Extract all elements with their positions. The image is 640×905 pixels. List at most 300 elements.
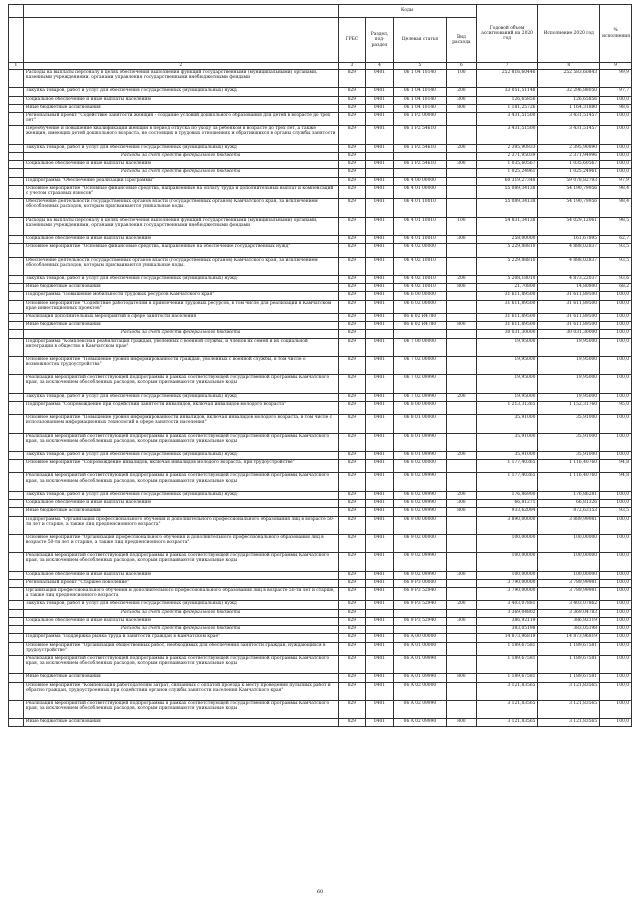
section-code: 0401 bbox=[366, 113, 394, 126]
item-name: Обеспечение деятельности государственных органов власти (государственных органов) Камчатского края, за исключением обособленных расходов, которым присваиваются уникальные коды. bbox=[23, 199, 338, 217]
expense-type-code bbox=[447, 655, 477, 673]
target-article-code: 06 1 P2 54610 bbox=[393, 126, 446, 144]
item-name: Иные бюджетные ассигнования bbox=[23, 508, 338, 516]
expense-type-code: 200 bbox=[447, 601, 477, 609]
item-name: Подпрограмма "Поддержка рынка труда и занятости граждан в Камчатском крае" bbox=[23, 634, 338, 642]
section-code: 0401 bbox=[366, 300, 394, 313]
execution-percent: 100,0 bbox=[600, 534, 632, 552]
header-codes: Коды bbox=[338, 5, 476, 18]
expense-type-code: 300 bbox=[447, 571, 477, 579]
item-name: Реализация мероприятий соответствующей подпрограммы в рамках соответствующей государственной программы Камчатского края, за исключением обособленных расходов, которым присваиваются уникальные коды bbox=[23, 433, 338, 451]
execution-percent: 100,0 bbox=[600, 313, 632, 321]
target-article-code: 06 8 02 09990 bbox=[393, 500, 446, 508]
row-marker-cell bbox=[9, 642, 24, 655]
section-code: 0401 bbox=[366, 161, 394, 169]
item-name: Расходы за счет средств федерального бюджета bbox=[23, 152, 338, 160]
execution-amount: 1 189,67581 bbox=[538, 674, 600, 682]
row-marker-cell bbox=[9, 508, 24, 516]
annual-volume: 100,00000 bbox=[476, 534, 538, 552]
execution-percent: 100,0 bbox=[600, 682, 632, 700]
grbs-code: 829 bbox=[338, 601, 366, 609]
table-row bbox=[9, 70, 632, 88]
target-article-code: 06 A 02 09990 bbox=[393, 700, 446, 718]
execution-percent: 100,0 bbox=[600, 500, 632, 508]
grbs-code: 829 bbox=[338, 415, 366, 433]
section-code: 0401 bbox=[366, 655, 394, 673]
execution-percent: 68,2 bbox=[600, 284, 632, 292]
target-article-code: 06 6 02 00000 bbox=[393, 300, 446, 313]
expense-type-code: 300 bbox=[447, 96, 477, 104]
row-marker-cell bbox=[9, 144, 24, 152]
execution-amount: 1 189,67581 bbox=[538, 655, 600, 673]
section-code: 0401 bbox=[366, 516, 394, 534]
column-number: 2 bbox=[23, 63, 338, 70]
section-code bbox=[366, 330, 394, 338]
item-name: Расходы за счет средств федерального бюджета bbox=[23, 626, 338, 634]
table-row bbox=[9, 96, 632, 104]
execution-amount: 19,95000 bbox=[538, 338, 600, 356]
row-marker-cell bbox=[9, 300, 24, 313]
expense-type-code bbox=[447, 433, 477, 451]
execution-percent: 100,0 bbox=[600, 719, 632, 727]
expense-type-code: 100 bbox=[447, 217, 477, 235]
table-row bbox=[9, 500, 632, 508]
execution-percent: 100,0 bbox=[600, 655, 632, 673]
header-blank-cell bbox=[23, 18, 338, 63]
table-row bbox=[9, 682, 632, 700]
row-marker-cell bbox=[9, 177, 24, 185]
table-row bbox=[9, 433, 632, 451]
execution-amount: 31 611,89500 bbox=[538, 313, 600, 321]
table-row bbox=[9, 185, 632, 198]
target-article-code: 06 7 02 09990 bbox=[393, 375, 446, 393]
expense-type-code bbox=[447, 460, 477, 473]
execution-percent: 100,0 bbox=[600, 642, 632, 655]
item-name: Реализация мероприятий соответствующей подпрограммы в рамках соответствующей государственной программы Камчатского края, за исключением обособленных расходов, которым присваиваются уникальные коды bbox=[23, 375, 338, 393]
execution-amount: 66,81326 bbox=[538, 500, 600, 508]
row-marker-cell bbox=[9, 719, 24, 727]
execution-amount: 383,05198 bbox=[538, 626, 600, 634]
annual-volume: 30 031,30000 bbox=[476, 330, 538, 338]
expense-type-code bbox=[447, 473, 477, 491]
section-code: 0401 bbox=[366, 460, 394, 473]
execution-amount: 3 789,99981 bbox=[538, 588, 600, 601]
row-marker-cell bbox=[9, 700, 24, 718]
execution-amount: 3 121,83565 bbox=[538, 719, 600, 727]
column-number: 1 bbox=[9, 63, 24, 70]
row-marker-cell bbox=[9, 152, 24, 160]
table-row bbox=[9, 161, 632, 169]
column-number: 5 bbox=[393, 63, 446, 70]
table-row bbox=[9, 338, 632, 356]
table-row bbox=[9, 177, 632, 185]
execution-amount: 14 873,96819 bbox=[538, 634, 600, 642]
annual-volume: 19,95000 bbox=[476, 357, 538, 375]
row-marker-cell bbox=[9, 601, 24, 609]
table-row bbox=[9, 617, 632, 625]
expense-type-code bbox=[447, 152, 477, 160]
annual-volume: 54 831,34138 bbox=[476, 217, 538, 235]
table-row bbox=[9, 516, 632, 534]
table-row bbox=[9, 571, 632, 579]
item-name: Расходы за счет средств федерального бюджета bbox=[23, 169, 338, 177]
table-row bbox=[9, 719, 632, 727]
row-marker-cell bbox=[9, 473, 24, 491]
section-code: 0401 bbox=[366, 401, 394, 414]
target-article-code: 06 8 01 09990 bbox=[393, 451, 446, 459]
item-name: Закупка товаров, работ и услуг для обеспечения государственных (муниципальных) нужд bbox=[23, 491, 338, 499]
grbs-code: 829 bbox=[338, 588, 366, 601]
grbs-code: 829 bbox=[338, 401, 366, 414]
expense-type-code bbox=[447, 313, 477, 321]
section-code: 0401 bbox=[366, 70, 394, 88]
item-name: Реализация мероприятий соответствующей подпрограммы в рамках соответствующей государственной программы Камчатского края, за исключением обособленных расходов, которым присваиваются уникальные коды bbox=[23, 700, 338, 718]
target-article-code: 06 4 02 10010 bbox=[393, 275, 446, 283]
execution-percent: 100,0 bbox=[600, 322, 632, 330]
annual-volume: 19,95000 bbox=[476, 375, 538, 393]
annual-volume: 3 790,00000 bbox=[476, 588, 538, 601]
item-name: Реализация дополнительных мероприятий в сфере занятости населения bbox=[23, 313, 338, 321]
execution-amount: 54 190,79956 bbox=[538, 199, 600, 217]
annual-volume: 5 229,88810 bbox=[476, 257, 538, 275]
target-article-code: 06 7 02 09990 bbox=[393, 393, 446, 401]
item-name: Социальное обеспечение и иные выплаты населению bbox=[23, 500, 338, 508]
section-code: 0401 bbox=[366, 284, 394, 292]
execution-amount: 3 789,99981 bbox=[538, 579, 600, 587]
section-code: 0401 bbox=[366, 257, 394, 275]
target-article-code: 06 1 04 10140 bbox=[393, 96, 446, 104]
target-article-code: 06 4 01 00000 bbox=[393, 185, 446, 198]
item-name: Иные бюджетные ассигнования bbox=[23, 322, 338, 330]
section-code: 0401 bbox=[366, 433, 394, 451]
expense-type-code bbox=[447, 415, 477, 433]
grbs-code: 829 bbox=[338, 275, 366, 283]
execution-percent: 97,7 bbox=[600, 88, 632, 96]
row-marker-cell bbox=[9, 516, 24, 534]
expense-type-code bbox=[447, 401, 477, 414]
annual-volume: 100,00000 bbox=[476, 553, 538, 571]
grbs-code: 829 bbox=[338, 284, 366, 292]
execution-percent: 100,0 bbox=[600, 338, 632, 356]
table-row bbox=[9, 330, 632, 338]
annual-volume: 126,65856 bbox=[476, 96, 538, 104]
row-marker-cell bbox=[9, 70, 24, 88]
item-name: Социальное обеспечение и иные выплаты населению bbox=[23, 617, 338, 625]
target-article-code: 06 A 00 00000 bbox=[393, 634, 446, 642]
row-marker-cell bbox=[9, 235, 24, 243]
annual-volume: 1 177,40365 bbox=[476, 460, 538, 473]
execution-percent: 100,0 bbox=[600, 292, 632, 300]
row-marker-cell bbox=[9, 338, 24, 356]
execution-percent: 100,0 bbox=[600, 674, 632, 682]
item-name: Основное мероприятие "Организация общественных работ, необходимых для обеспечения занятости граждан, нуждающихся в трудоустройстве" bbox=[23, 642, 338, 655]
target-article-code: 06 4 02 10010 bbox=[393, 257, 446, 275]
item-name: Основное мероприятие "Основные финансовые средства, направленные на обеспечение государственных нужд" bbox=[23, 244, 338, 257]
execution-percent: 93,5 bbox=[600, 244, 632, 257]
target-article-code bbox=[393, 169, 446, 177]
annual-volume: 383,05198 bbox=[476, 626, 538, 634]
table-row bbox=[9, 508, 632, 516]
table-row bbox=[9, 104, 632, 112]
execution-percent: 100,0 bbox=[600, 634, 632, 642]
execution-amount: 4 888,02837 bbox=[538, 244, 600, 257]
execution-percent: 100,0 bbox=[600, 588, 632, 601]
annual-volume: 3 121,83565 bbox=[476, 719, 538, 727]
expense-type-code bbox=[447, 300, 477, 313]
row-marker-cell bbox=[9, 313, 24, 321]
table-row bbox=[9, 88, 632, 96]
grbs-code: 829 bbox=[338, 617, 366, 625]
execution-amount: 1 189,67581 bbox=[538, 642, 600, 655]
execution-amount: 54 029,12061 bbox=[538, 217, 600, 235]
grbs-code: 829 bbox=[338, 642, 366, 655]
section-code: 0401 bbox=[366, 322, 394, 330]
column-number-row bbox=[9, 63, 632, 70]
grbs-code: 829 bbox=[338, 393, 366, 401]
section-code: 0401 bbox=[366, 217, 394, 235]
item-name: Основное мероприятие "Компенсация работодателям затрат, связанных с оплатой проезда к месту проведения пульпных работ и обратно граждан, трудоустроенных при содействии органов службы занятости населения Камчатского края" bbox=[23, 682, 338, 700]
expense-type-code bbox=[447, 700, 477, 718]
row-marker-cell bbox=[9, 553, 24, 571]
grbs-code: 829 bbox=[338, 322, 366, 330]
section-code: 0401 bbox=[366, 104, 394, 112]
grbs-code: 829 bbox=[338, 292, 366, 300]
row-marker-cell bbox=[9, 415, 24, 433]
table-row bbox=[9, 460, 632, 473]
grbs-code: 829 bbox=[338, 534, 366, 552]
row-marker-cell bbox=[9, 88, 24, 96]
target-article-code: 06 9 02 09990 bbox=[393, 553, 446, 571]
annual-volume: 35,91000 bbox=[476, 433, 538, 451]
annual-volume: 55 089,34138 bbox=[476, 199, 538, 217]
item-name: Расходы на выплаты персоналу в целях обеспечения выполнения функций государственными (муниципальными) органами, казенными учреждениями, органами управления государственными внебюджетными фондами bbox=[23, 70, 338, 88]
grbs-code: 829 bbox=[338, 655, 366, 673]
execution-amount: 126,65856 bbox=[538, 96, 600, 104]
target-article-code: 06 8 02 09990 bbox=[393, 473, 446, 491]
execution-percent: 100,0 bbox=[600, 330, 632, 338]
table-row bbox=[9, 401, 632, 414]
grbs-code: 829 bbox=[338, 357, 366, 375]
annual-volume: 21,70800 bbox=[476, 284, 538, 292]
row-marker-cell bbox=[9, 674, 24, 682]
row-marker-cell bbox=[9, 244, 24, 257]
section-code: 0401 bbox=[366, 601, 394, 609]
item-name: Социальное обеспечение и иные выплаты населению bbox=[23, 571, 338, 579]
column-number: 4 bbox=[366, 63, 394, 70]
expense-type-code: 300 bbox=[447, 235, 477, 243]
row-marker-cell bbox=[9, 451, 24, 459]
table-row bbox=[9, 275, 632, 283]
table-row bbox=[9, 674, 632, 682]
expense-type-code: 300 bbox=[447, 500, 477, 508]
item-name: Иные бюджетные ассигнования bbox=[23, 719, 338, 727]
item-name: Основное мероприятие "Основные финансовые средства, направленные на оплату труда и дополнительных выплат и компенсаций с учетом страховых взносов" bbox=[23, 185, 338, 198]
row-marker-cell bbox=[9, 401, 24, 414]
expense-type-code bbox=[447, 338, 477, 356]
annual-volume: 33 051,51148 bbox=[476, 88, 538, 96]
target-article-code: 06 1 P2 54610 bbox=[393, 161, 446, 169]
execution-percent: 100,0 bbox=[600, 113, 632, 126]
execution-percent: 100,0 bbox=[600, 161, 632, 169]
grbs-code: 829 bbox=[338, 70, 366, 88]
item-name: Основное мероприятие "Повышение уровня информированности граждан, уволенных с военной службы, в том числе о возможностях трудоустройства" bbox=[23, 357, 338, 375]
column-number: 9 bbox=[600, 63, 632, 70]
execution-amount: 35,91000 bbox=[538, 415, 600, 433]
row-marker-cell bbox=[9, 682, 24, 700]
execution-percent: 100,0 bbox=[600, 617, 632, 625]
table-row bbox=[9, 473, 632, 491]
grbs-code: 829 bbox=[338, 553, 366, 571]
row-marker-cell bbox=[9, 104, 24, 112]
expense-type-code: 200 bbox=[447, 491, 477, 499]
annual-volume: 933,62094 bbox=[476, 508, 538, 516]
table-row bbox=[9, 169, 632, 177]
expense-type-code: 200 bbox=[447, 393, 477, 401]
target-article-code: 06 1 04 10140 bbox=[393, 104, 446, 112]
row-marker-cell bbox=[9, 199, 24, 217]
annual-volume: 3 890,00000 bbox=[476, 516, 538, 534]
row-marker-cell bbox=[9, 185, 24, 198]
expense-type-code: 800 bbox=[447, 284, 477, 292]
item-name: Реализация мероприятий соответствующей подпрограммы в рамках соответствующей государственной программы Камчатского края, за исключением обособленных расходов, которым присваиваются уникальные коды bbox=[23, 553, 338, 571]
item-name: Переобучение и повышение квалификации женщин в период отпуска по уходу за ребенком в возрасте до трех лет, а также женщин, имеющих детей дошкольного возраста, не состоящих в трудовых отношениях и обратившихся в органы службы занятости bbox=[23, 126, 338, 144]
section-code: 0401 bbox=[366, 553, 394, 571]
section-code bbox=[366, 609, 394, 617]
section-code: 0401 bbox=[366, 579, 394, 587]
item-name: Расходы на выплаты персоналу в целях обеспечения выполнения функций государственными (муниципальными) органами, казенными учреждениями, органами управления государственными внебюджетными фондами bbox=[23, 217, 338, 235]
expense-type-code bbox=[447, 357, 477, 375]
section-code: 0401 bbox=[366, 126, 394, 144]
target-article-code: 06 8 01 09990 bbox=[393, 433, 446, 451]
row-marker-cell bbox=[9, 96, 24, 104]
annual-volume: 31 611,89500 bbox=[476, 313, 538, 321]
grbs-code: 829 bbox=[338, 330, 366, 338]
target-article-code bbox=[393, 609, 446, 617]
item-name: Реализация мероприятий соответствующей подпрограммы в рамках соответствующей государственной программы Камчатского края, за исключением обособленных расходов, которым присваиваются уникальные коды bbox=[23, 473, 338, 491]
header-group-row bbox=[9, 5, 632, 18]
section-code: 0401 bbox=[366, 508, 394, 516]
section-code bbox=[366, 152, 394, 160]
annual-volume: 3 431,51500 bbox=[476, 113, 538, 126]
execution-percent: 100,0 bbox=[600, 415, 632, 433]
section-code: 0401 bbox=[366, 719, 394, 727]
execution-amount: 3 369,04783 bbox=[538, 609, 600, 617]
execution-amount: 1 152,31760 bbox=[538, 401, 600, 414]
table-row bbox=[9, 313, 632, 321]
execution-percent: 100,0 bbox=[600, 579, 632, 587]
grbs-code: 829 bbox=[338, 473, 366, 491]
execution-amount: 35,91000 bbox=[538, 451, 600, 459]
annual-volume: 1 181,25726 bbox=[476, 104, 538, 112]
annual-volume: 1 189,67581 bbox=[476, 642, 538, 655]
execution-amount: 3 431,51457 bbox=[538, 126, 600, 144]
row-marker-cell bbox=[9, 655, 24, 673]
item-name: Подпрограмма "Комплексная реабилитация граждан, уволенных с военной службы, и членов их семей и их социальной интеграции в общество в Камчатском крае" bbox=[23, 338, 338, 356]
target-article-code bbox=[393, 330, 446, 338]
table-row bbox=[9, 217, 632, 235]
execution-percent: 100,0 bbox=[600, 433, 632, 451]
expense-type-code bbox=[447, 244, 477, 257]
section-code: 0401 bbox=[366, 357, 394, 375]
execution-amount: 3 121,83565 bbox=[538, 682, 600, 700]
grbs-code: 829 bbox=[338, 244, 366, 257]
header-blank-cell bbox=[9, 18, 24, 63]
execution-amount: 100,00000 bbox=[538, 571, 600, 579]
annual-volume: 35,91000 bbox=[476, 415, 538, 433]
execution-percent: 100,0 bbox=[600, 152, 632, 160]
table-row bbox=[9, 113, 632, 126]
execution-amount: 35,91000 bbox=[538, 433, 600, 451]
grbs-code: 829 bbox=[338, 451, 366, 459]
execution-amount: 252 583,60843 bbox=[538, 70, 600, 88]
row-marker-cell bbox=[9, 257, 24, 275]
row-marker-cell bbox=[9, 460, 24, 473]
header-percent: % исполнения bbox=[600, 5, 632, 63]
column-number: 8 bbox=[538, 63, 600, 70]
header-execution: Исполнение 2020 год bbox=[538, 5, 600, 63]
target-article-code: 06 6 02 R4780 bbox=[393, 313, 446, 321]
row-marker-cell bbox=[9, 357, 24, 375]
execution-percent: 98,4 bbox=[600, 185, 632, 198]
annual-volume: 5 208,18010 bbox=[476, 275, 538, 283]
annual-volume: 176,86900 bbox=[476, 491, 538, 499]
header-target-article: Целевая статья bbox=[393, 18, 446, 63]
expense-type-code: 800 bbox=[447, 719, 477, 727]
item-name: Обеспечение деятельности государственных органов власти (государственных органов) Камчатского края, за исключением обособленных расходов, которым присваиваются уникальные коды. bbox=[23, 257, 338, 275]
row-marker-cell bbox=[9, 634, 24, 642]
table-row bbox=[9, 199, 632, 217]
grbs-code: 829 bbox=[338, 185, 366, 198]
execution-percent: 100,0 bbox=[600, 126, 632, 144]
execution-amount: 176,86281 bbox=[538, 491, 600, 499]
section-code: 0401 bbox=[366, 451, 394, 459]
annual-volume: 31 611,89500 bbox=[476, 292, 538, 300]
grbs-code: 829 bbox=[338, 609, 366, 617]
expense-type-code: 800 bbox=[447, 104, 477, 112]
section-code: 0401 bbox=[366, 634, 394, 642]
item-name: Организация профессионального обучения и дополнительного профессионального образования лиц в возрасте 50-ти лет и старше, а также лиц предпенсионного возраста bbox=[23, 588, 338, 601]
grbs-code: 829 bbox=[338, 104, 366, 112]
grbs-code: 829 bbox=[338, 674, 366, 682]
expense-type-code: 800 bbox=[447, 674, 477, 682]
annual-volume: 2 371,95039 bbox=[476, 152, 538, 160]
table-row bbox=[9, 284, 632, 292]
row-marker-cell bbox=[9, 169, 24, 177]
table-row bbox=[9, 300, 632, 313]
section-code: 0401 bbox=[366, 338, 394, 356]
item-name: Реализация мероприятий соответствующей подпрограммы в рамках соответствующей государственной программы Камчатского края, за исключением обособленных расходов, которым присваиваются уникальные коды bbox=[23, 655, 338, 673]
section-code: 0401 bbox=[366, 534, 394, 552]
expense-type-code bbox=[447, 626, 477, 634]
target-article-code: 06 8 01 00000 bbox=[393, 415, 446, 433]
execution-amount: 2 371,94996 bbox=[538, 152, 600, 160]
execution-percent: 98,5 bbox=[600, 217, 632, 235]
section-code: 0401 bbox=[366, 642, 394, 655]
section-code: 0401 bbox=[366, 292, 394, 300]
target-article-code bbox=[393, 152, 446, 160]
section-code: 0401 bbox=[366, 393, 394, 401]
item-name: Закупка товаров, работ и услуг для обеспечения государственных (муниципальных) нужд bbox=[23, 451, 338, 459]
item-name: Подпрограмма "Повышение мобильности трудовых ресурсов Камчатского края" bbox=[23, 292, 338, 300]
table-row bbox=[9, 491, 632, 499]
grbs-code: 829 bbox=[338, 113, 366, 126]
table-row bbox=[9, 322, 632, 330]
execution-amount: 1 164,31880 bbox=[538, 104, 600, 112]
execution-percent: 98,4 bbox=[600, 199, 632, 217]
target-article-code: 06 8 02 00000 bbox=[393, 460, 446, 473]
column-number: 3 bbox=[338, 63, 366, 70]
annual-volume: 1 189,67581 bbox=[476, 655, 538, 673]
